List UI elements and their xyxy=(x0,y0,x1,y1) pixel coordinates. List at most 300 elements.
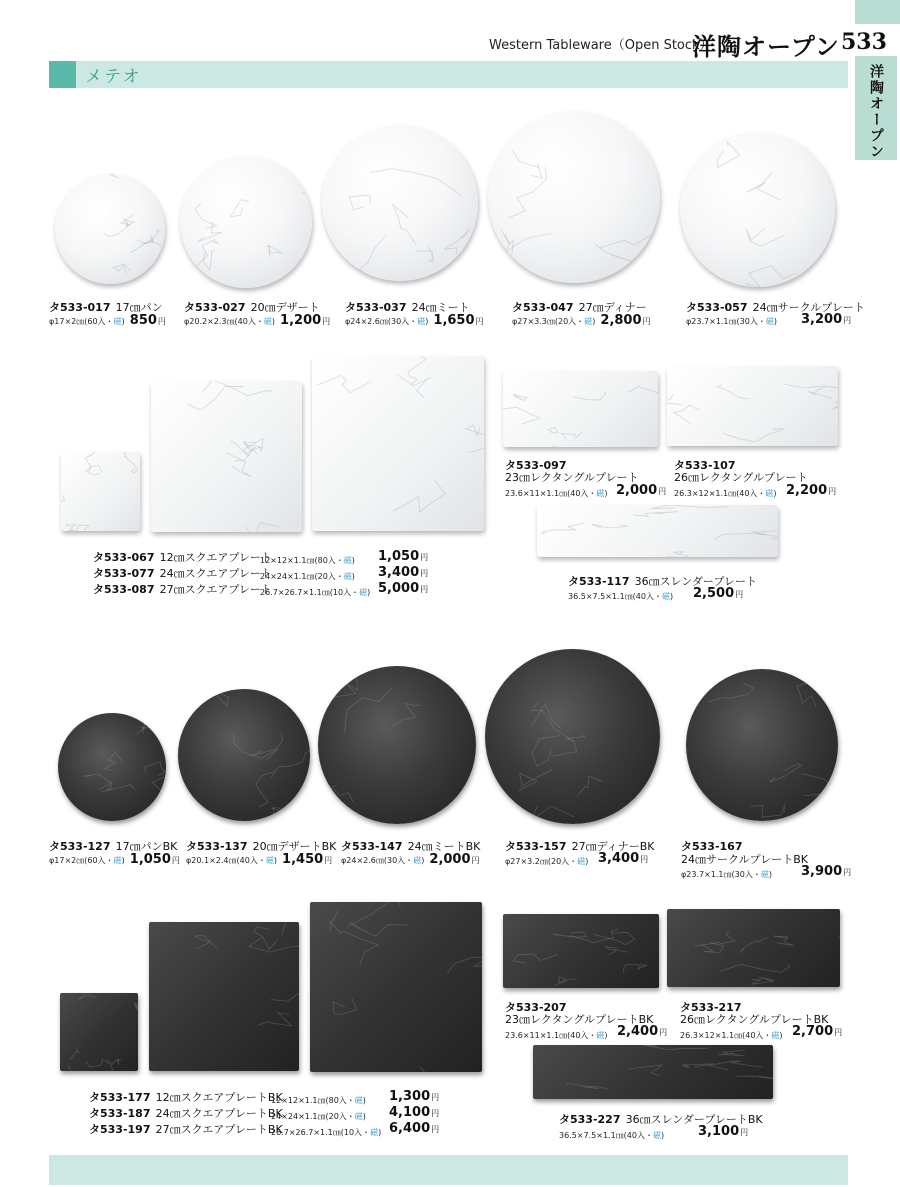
product-name: 36㎝スレンダープレート xyxy=(634,575,757,588)
stone-vein xyxy=(806,266,835,284)
product-image-p187[interactable] xyxy=(149,922,299,1071)
stone-vein xyxy=(701,942,723,953)
stone-vein xyxy=(797,679,818,707)
stone-vein xyxy=(503,404,540,424)
product-spec-row-p167: φ23.7×1.1㎝(30入・磁) xyxy=(681,870,772,879)
stone-vein xyxy=(592,524,628,528)
product-price: 3,400 xyxy=(378,565,420,580)
stone-vein xyxy=(707,684,754,703)
product-code: タ533-147 xyxy=(341,840,403,853)
stone-vein xyxy=(577,776,602,796)
product-image-p037[interactable] xyxy=(322,125,478,281)
footer-bar xyxy=(49,1155,848,1185)
product-price-row-p207 xyxy=(617,1020,667,1039)
stone-vein xyxy=(802,774,838,804)
stone-texture xyxy=(318,666,476,824)
product-price: 2,000 xyxy=(616,483,658,498)
stone-vein xyxy=(530,806,574,821)
stone-vein xyxy=(562,432,582,439)
porcelain-mark: 磁 xyxy=(113,856,122,865)
product-image-p057[interactable] xyxy=(680,132,835,287)
product-code: タ533-127 xyxy=(49,840,111,853)
stone-vein xyxy=(124,219,134,227)
stone-vein xyxy=(271,990,299,1007)
product-spec: 26.7×26.7×1.1㎝(10入・ xyxy=(271,1128,371,1137)
stone-vein xyxy=(137,727,145,735)
stone-vein xyxy=(349,195,370,210)
stone-vein xyxy=(634,512,678,517)
product-spec-row-p017: φ17×2㎝(60入・磁) 850円 xyxy=(49,313,166,328)
product-code: タ533-047 xyxy=(512,301,574,314)
stone-vein xyxy=(594,243,634,262)
product-price-row-p097 xyxy=(616,479,666,498)
stone-texture xyxy=(58,713,166,821)
product-image-p147[interactable] xyxy=(318,666,476,824)
product-spec: φ24×2.6㎝(30入・ xyxy=(345,317,418,326)
stone-vein xyxy=(606,947,628,955)
stone-vein xyxy=(339,931,378,965)
product-price-row-p157 xyxy=(598,847,648,866)
stone-vein xyxy=(266,245,282,256)
product-spec: φ20.1×2.4㎝(40入・ xyxy=(186,856,266,865)
product-spec: 36.5×7.5×1.1㎝(40入・ xyxy=(568,592,662,601)
stone-vein xyxy=(370,169,461,196)
product-price-row-p107 xyxy=(786,479,836,498)
product-spec: φ17×2㎝(60入・ xyxy=(49,317,114,326)
stone-vein xyxy=(811,134,829,151)
yen-mark: 円 xyxy=(420,585,429,594)
stone-texture xyxy=(485,649,660,824)
stone-vein xyxy=(807,810,829,821)
stone-texture xyxy=(61,452,140,531)
stone-vein xyxy=(740,937,768,952)
stone-vein xyxy=(416,246,434,262)
product-spec-row-p057: φ23.7×1.1㎝(30入・磁) xyxy=(686,317,777,326)
product-spec-row-p067: 12×12×1.1㎝(80入・磁) xyxy=(260,556,355,565)
stone-vein xyxy=(317,375,371,392)
stone-vein xyxy=(304,704,310,725)
stone-vein xyxy=(125,456,139,473)
product-image-p217[interactable] xyxy=(667,909,840,987)
stone-vein xyxy=(593,932,635,944)
product-code: タ533-227 xyxy=(559,1113,621,1126)
stone-vein xyxy=(188,386,244,410)
porcelain-mark: 磁 xyxy=(596,1031,605,1040)
stone-vein xyxy=(329,678,357,697)
stone-vein xyxy=(628,386,658,401)
product-spec-row-p107: 26.3×12×1.1㎝(40入・磁) xyxy=(674,489,777,498)
product-spec: 12×12×1.1㎝(80入・ xyxy=(260,556,344,565)
product-name: 12㎝スクエアプレート xyxy=(159,551,272,564)
stone-vein xyxy=(570,929,618,943)
product-price: 5,000 xyxy=(378,581,420,596)
yen-mark: 円 xyxy=(157,317,166,326)
porcelain-mark: 磁 xyxy=(596,489,605,498)
product-name: 24㎝ミートBK xyxy=(407,840,481,853)
stone-vein xyxy=(599,223,660,248)
stone-vein xyxy=(392,703,420,727)
porcelain-mark: 磁 xyxy=(577,857,586,866)
product-image-p077[interactable] xyxy=(151,381,302,532)
stone-vein xyxy=(553,932,587,937)
stone-vein xyxy=(107,1059,122,1065)
product-code: タ533-207 xyxy=(505,1001,567,1014)
stone-vein xyxy=(278,922,292,935)
product-spec-row-p137: φ20.1×2.4㎝(40入・磁) 1,450円 xyxy=(186,852,333,867)
yen-mark: 円 xyxy=(843,868,852,877)
product-spec: 24×24×1.1㎝(20入・ xyxy=(271,1112,355,1121)
stone-vein xyxy=(152,777,166,789)
porcelain-mark: 磁 xyxy=(354,1112,363,1121)
stone-vein xyxy=(143,713,155,728)
product-spec-row-p197: 26.7×26.7×1.1㎝(10入・磁) xyxy=(271,1128,382,1137)
porcelain-mark: 磁 xyxy=(765,489,774,498)
product-image-p167[interactable] xyxy=(686,669,838,821)
product-name: 23㎝レクタングルプレートBK xyxy=(505,1013,654,1026)
stone-vein xyxy=(746,172,780,199)
yen-mark: 円 xyxy=(475,317,484,326)
product-image-p137[interactable] xyxy=(178,689,310,821)
stone-vein xyxy=(333,998,357,1014)
section-marker-square xyxy=(49,61,76,88)
product-name: 24㎝スクエアプレート xyxy=(159,567,272,580)
header-japanese-title: 洋陶オープン xyxy=(692,32,840,61)
stone-vein xyxy=(512,149,542,178)
page-number: 533 xyxy=(841,29,887,55)
product-image-p107[interactable] xyxy=(667,366,838,446)
yen-mark: 円 xyxy=(471,856,480,865)
product-code: タ533-217 xyxy=(680,1001,742,1014)
stone-vein xyxy=(750,805,784,817)
product-image-p177[interactable] xyxy=(60,993,138,1071)
stone-texture xyxy=(151,381,302,532)
stone-texture xyxy=(686,669,838,821)
stone-vein xyxy=(99,782,135,790)
product-spec-row-p227: 36.5×7.5×1.1㎝(40入・磁) xyxy=(559,1131,665,1140)
stone-vein xyxy=(629,1065,662,1076)
stone-texture xyxy=(503,371,658,447)
stone-vein xyxy=(83,774,111,792)
product-spec-row-p217: 26.3×12×1.1㎝(40入・磁) xyxy=(680,1031,783,1040)
product-price: 3,400 xyxy=(598,851,640,866)
stone-vein xyxy=(460,821,475,824)
header-english-title: Western Tableware（Open Stock） xyxy=(489,38,713,53)
product-name: 23㎝レクタングルプレート xyxy=(505,471,639,484)
product-code: タ533-137 xyxy=(186,840,248,853)
product-spec: φ27×3.2㎝(20入・ xyxy=(505,857,578,866)
stone-vein xyxy=(329,910,340,932)
stone-vein xyxy=(61,495,64,505)
product-price: 1,300 xyxy=(389,1089,431,1104)
stone-vein xyxy=(736,1075,773,1080)
stone-vein xyxy=(406,1066,434,1072)
product-code: タ533-087 xyxy=(93,583,155,596)
product-price: 850 xyxy=(129,313,157,328)
stone-vein xyxy=(408,356,426,385)
stone-vein xyxy=(532,736,560,766)
product-spec-row-p047: φ27×3.3㎝(20入・磁) 2,800円 xyxy=(512,313,651,328)
product-label-p197 xyxy=(89,1118,283,1137)
stone-texture xyxy=(180,156,312,288)
yen-mark: 円 xyxy=(431,1109,440,1118)
porcelain-mark: 磁 xyxy=(359,588,368,597)
product-image-p197[interactable] xyxy=(310,902,482,1072)
product-price: 1,050 xyxy=(129,852,171,867)
stone-texture xyxy=(312,356,484,531)
porcelain-mark: 磁 xyxy=(771,1031,780,1040)
stone-vein xyxy=(203,250,215,270)
porcelain-mark: 磁 xyxy=(354,1096,363,1105)
product-code: タ533-027 xyxy=(184,301,246,314)
stone-vein xyxy=(832,401,838,410)
product-price-row-p217 xyxy=(792,1020,842,1039)
stone-vein xyxy=(804,794,838,813)
product-spec-row-p187: 24×24×1.1㎝(20入・磁) xyxy=(271,1112,366,1121)
product-code: タ533-177 xyxy=(89,1091,151,1104)
product-image-p207[interactable] xyxy=(503,914,659,988)
product-price: 3,900 xyxy=(801,864,843,879)
product-price-row-p117 xyxy=(693,582,743,601)
product-spec: φ20.2×2.3㎝(40入・ xyxy=(184,317,264,326)
stone-vein xyxy=(674,405,700,424)
product-name: 24㎝スクエアプレートBK xyxy=(155,1107,283,1120)
stone-vein xyxy=(197,222,222,242)
stone-vein xyxy=(231,200,250,217)
product-price: 3,200 xyxy=(801,312,843,327)
porcelain-mark: 磁 xyxy=(760,870,769,879)
product-code: タ533-117 xyxy=(568,575,630,588)
product-spec-row-p177: 12×12×1.1㎝(80入・磁) xyxy=(271,1096,366,1105)
yen-mark: 円 xyxy=(322,317,331,326)
product-spec: φ24×2.6㎝(30入・ xyxy=(341,856,414,865)
product-code: タ533-037 xyxy=(345,301,407,314)
product-price: 2,200 xyxy=(786,483,828,498)
yen-mark: 円 xyxy=(431,1093,440,1102)
yen-mark: 円 xyxy=(834,1028,843,1037)
porcelain-mark: 磁 xyxy=(765,317,774,326)
section-title: メテオ xyxy=(85,67,142,87)
stone-vein xyxy=(325,785,354,802)
product-image-p017[interactable] xyxy=(55,174,165,284)
product-name: 24㎝サークルプレート xyxy=(752,301,865,314)
porcelain-mark: 磁 xyxy=(263,317,272,326)
stone-vein xyxy=(202,381,272,396)
stone-vein xyxy=(531,704,560,728)
product-spec-row-p157: φ27×3.2㎝(20入・磁) xyxy=(505,857,589,866)
product-price: 2,700 xyxy=(792,1024,834,1039)
product-name: 20㎝デザート xyxy=(250,301,320,314)
porcelain-mark: 磁 xyxy=(417,317,426,326)
stone-texture xyxy=(537,505,778,557)
stone-vein xyxy=(466,425,484,445)
stone-vein xyxy=(105,753,124,771)
porcelain-mark: 磁 xyxy=(370,1128,379,1137)
stone-vein xyxy=(347,902,400,927)
porcelain-mark: 磁 xyxy=(584,317,593,326)
product-spec: φ23.7×1.1㎝(30入・ xyxy=(686,317,766,326)
stone-vein xyxy=(720,964,790,972)
porcelain-mark: 磁 xyxy=(661,592,670,601)
product-code: タ533-107 xyxy=(674,459,736,472)
stone-vein xyxy=(217,693,229,706)
product-price: 2,400 xyxy=(617,1024,659,1039)
porcelain-mark: 磁 xyxy=(265,856,274,865)
stone-vein xyxy=(483,483,484,506)
stone-vein xyxy=(468,424,484,453)
product-spec: 24×24×1.1㎝(20入・ xyxy=(260,572,344,581)
stone-texture xyxy=(488,111,660,283)
stone-vein xyxy=(393,480,445,512)
stone-vein xyxy=(145,762,165,776)
product-spec-row-p207: 23.6×11×1.1㎝(40入・磁) xyxy=(505,1031,608,1040)
product-spec: 26.3×12×1.1㎝(40入・ xyxy=(674,489,766,498)
product-image-p127[interactable] xyxy=(58,713,166,821)
product-price-row-p227 xyxy=(698,1120,748,1139)
product-spec-row-p027: φ20.2×2.3㎝(40入・磁) 1,200円 xyxy=(184,313,331,328)
stone-vein xyxy=(667,394,681,404)
product-image-p157[interactable] xyxy=(485,649,660,824)
product-name: 17㎝パンBK xyxy=(115,840,178,853)
yen-mark: 円 xyxy=(735,590,744,599)
stone-vein xyxy=(751,977,774,984)
stone-vein xyxy=(444,229,470,255)
product-image-p027[interactable] xyxy=(180,156,312,288)
stone-vein xyxy=(110,174,140,178)
stone-vein xyxy=(258,1013,291,1026)
yen-mark: 円 xyxy=(171,856,180,865)
stone-texture xyxy=(178,689,310,821)
product-name: 26㎝レクタングルプレートBK xyxy=(680,1013,829,1026)
side-index-tab[interactable] xyxy=(855,56,897,160)
stone-vein xyxy=(470,779,476,794)
stone-vein xyxy=(838,934,840,942)
product-name: 27㎝ディナーBK xyxy=(571,840,655,853)
stone-vein xyxy=(555,977,576,986)
yen-mark: 円 xyxy=(828,487,837,496)
stone-vein xyxy=(243,439,263,457)
porcelain-mark: 磁 xyxy=(343,556,352,565)
stone-texture xyxy=(533,1045,773,1099)
stone-vein xyxy=(709,1061,763,1070)
stone-vein xyxy=(124,452,140,457)
stone-vein xyxy=(234,734,278,759)
stone-vein xyxy=(135,1003,138,1010)
stone-vein xyxy=(769,764,801,783)
stone-vein xyxy=(667,552,688,557)
product-code: タ533-187 xyxy=(89,1107,151,1120)
stone-vein xyxy=(635,1045,707,1050)
product-price: 4,100 xyxy=(389,1105,431,1120)
stone-texture xyxy=(667,909,840,987)
product-image-p117[interactable] xyxy=(537,505,778,557)
stone-texture xyxy=(503,914,659,988)
product-spec-row-p087: 26.7×26.7×1.1㎝(10入・磁) xyxy=(260,588,371,597)
corner-tab xyxy=(855,0,900,24)
stone-vein xyxy=(649,505,727,509)
porcelain-mark: 磁 xyxy=(652,1131,661,1140)
stone-texture xyxy=(55,174,165,284)
stone-vein xyxy=(197,240,219,266)
stone-vein xyxy=(271,747,310,778)
product-price-row-p167 xyxy=(801,860,851,879)
stone-vein xyxy=(79,993,96,999)
product-image-p067[interactable] xyxy=(61,452,140,531)
product-name: 27㎝ディナー xyxy=(578,301,647,314)
stone-vein xyxy=(623,964,647,972)
product-code: タ533-097 xyxy=(505,459,567,472)
product-price-row-p087 xyxy=(378,577,428,596)
product-image-p227[interactable] xyxy=(533,1045,773,1099)
stone-vein xyxy=(822,141,835,159)
product-name: 27㎝スクエアプレートBK xyxy=(155,1123,283,1136)
product-image-p087[interactable] xyxy=(312,356,484,531)
yen-mark: 円 xyxy=(740,1128,749,1137)
product-price: 1,050 xyxy=(378,549,420,564)
product-image-p097[interactable] xyxy=(503,371,658,447)
stone-vein xyxy=(718,1050,745,1055)
stone-vein xyxy=(70,1047,80,1059)
product-price: 2,800 xyxy=(600,313,642,328)
product-price: 1,200 xyxy=(280,313,322,328)
section-header-bar xyxy=(49,61,848,88)
stone-vein xyxy=(694,931,735,946)
stone-texture xyxy=(322,125,478,281)
stone-texture xyxy=(680,132,835,287)
product-spec: 12×12×1.1㎝(80入・ xyxy=(271,1096,355,1105)
yen-mark: 円 xyxy=(642,317,651,326)
product-price: 2,000 xyxy=(429,852,471,867)
product-code: タ533-077 xyxy=(93,567,155,580)
stone-vein xyxy=(113,264,130,273)
product-spec-row-p117: 36.5×7.5×1.1㎝(40入・磁) xyxy=(568,592,674,601)
stone-vein xyxy=(513,394,528,400)
product-price: 1,650 xyxy=(433,313,475,328)
product-label-p087 xyxy=(93,578,272,597)
product-spec: 36.5×7.5×1.1㎝(40入・ xyxy=(559,1131,653,1140)
product-code: タ533-067 xyxy=(93,551,155,564)
porcelain-mark: 磁 xyxy=(343,572,352,581)
yen-mark: 円 xyxy=(658,487,667,496)
porcelain-mark: 磁 xyxy=(113,317,122,326)
product-price: 1,450 xyxy=(282,852,324,867)
stone-vein xyxy=(532,702,575,742)
product-spec: 26.3×12×1.1㎝(40入・ xyxy=(680,1031,772,1040)
stone-vein xyxy=(774,936,794,946)
product-price-row-p057 xyxy=(801,308,851,327)
stone-vein xyxy=(250,732,282,756)
stone-vein xyxy=(542,523,584,533)
stone-vein xyxy=(253,927,277,950)
product-code: タ533-157 xyxy=(505,840,567,853)
product-code: タ533-167 xyxy=(681,840,743,853)
stone-vein xyxy=(141,242,165,265)
yen-mark: 円 xyxy=(659,1028,668,1037)
side-index-label: 洋陶オープン xyxy=(868,64,884,160)
yen-mark: 円 xyxy=(431,1125,440,1134)
product-name: 24㎝サークルプレートBK xyxy=(681,853,808,866)
product-spec: φ27×3.3㎝(20入・ xyxy=(512,317,585,326)
yen-mark: 円 xyxy=(640,855,649,864)
stone-vein xyxy=(549,427,559,433)
product-price: 6,400 xyxy=(389,1121,431,1136)
product-spec: 23.6×11×1.1㎝(40入・ xyxy=(505,489,597,498)
product-spec-row-p147: φ24×2.6㎝(30入・磁) 2,000円 xyxy=(341,852,480,867)
yen-mark: 円 xyxy=(420,569,429,578)
product-name: 20㎝デザートBK xyxy=(252,840,337,853)
stone-texture xyxy=(667,366,838,446)
product-image-p047[interactable] xyxy=(488,111,660,283)
stone-vein xyxy=(519,769,553,790)
